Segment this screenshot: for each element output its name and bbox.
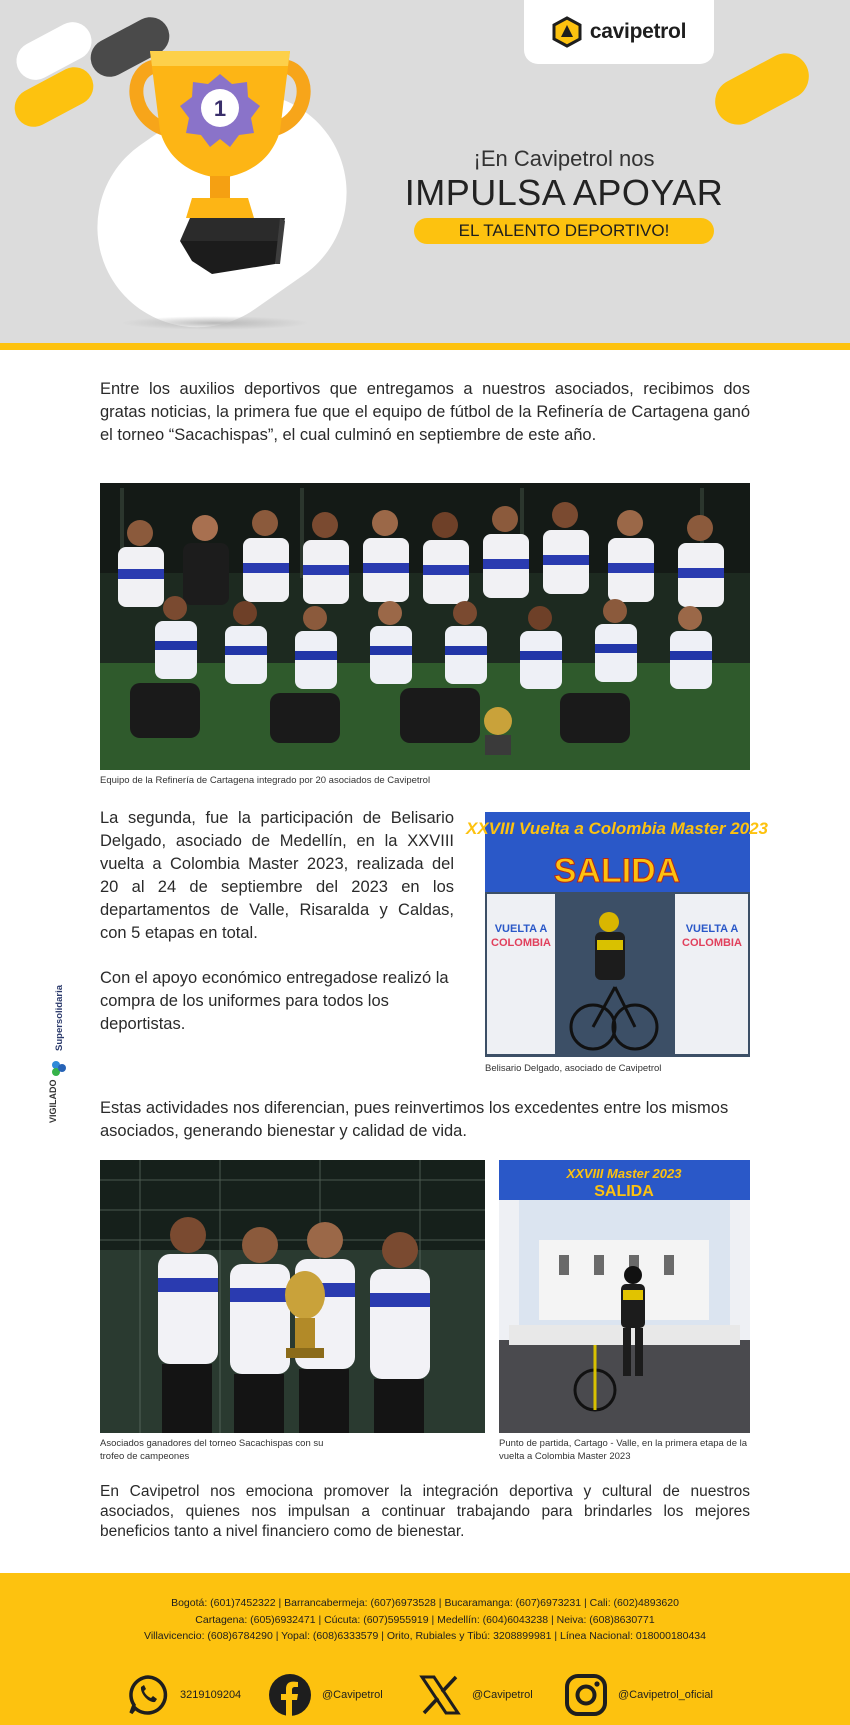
differ-paragraph: Estas actividades nos diferencian, pues reinvertimos los excedentes entre los mismos asociados, generando bienestar y calidad de vida. (100, 1099, 729, 1140)
trophy-number: 1 (213, 96, 227, 121)
x-handle: @Cavipetrol (472, 1689, 533, 1701)
vigilado-label: VIGILADO (48, 1079, 58, 1123)
start-photo-caption: Punto de partida, Cartago - Valle, en la primera etapa de la vuelta a Colombia Master 2023 (499, 1438, 748, 1462)
svg-text:COLOMBIA: COLOMBIA (491, 937, 551, 949)
svg-text:VUELTA A: VUELTA A (494, 923, 548, 935)
supersolidaria-label: Supersolidaria (54, 985, 65, 1051)
svg-text:XXVIII Master 2023: XXVIII Master 2023 (566, 1166, 682, 1181)
decor-pill-yellow-right (707, 45, 817, 133)
trophy-icon (120, 36, 320, 276)
x-icon (418, 1673, 462, 1717)
instagram-link[interactable] (564, 1673, 713, 1717)
whatsapp-number: 3219109204 (180, 1689, 242, 1701)
hero-badge: EL TALENTO DEPORTIVO! (414, 218, 714, 244)
footer-contacts-line1: Bogotá: (601)7452322 | Barrancabermeja: (607)6973528 | Bucaramanga: (607)6973231 | Cali: (602)4893620 (171, 1597, 679, 1609)
instagram-handle: @Cavipetrol_oficial (618, 1689, 713, 1701)
hero-banner (0, 0, 850, 343)
facebook-handle: @Cavipetrol (322, 1689, 383, 1701)
start-photo (499, 1160, 750, 1433)
svg-text:VUELTA A: VUELTA A (685, 923, 739, 935)
banner-top-text: XXVIII Vuelta a Colombia Master 2023 (465, 819, 769, 838)
support-paragraph: Con el apoyo económico entregadose realizó la compra de los uniformes para todos los deportistas. (100, 969, 449, 1033)
svg-text:COLOMBIA: COLOMBIA (682, 937, 742, 949)
logo-mark-icon (552, 17, 582, 47)
cyclist-photo-caption: Belisario Delgado, asociado de Cavipetrol (485, 1063, 662, 1074)
footer (0, 1573, 850, 1725)
trophy-shadow (120, 316, 310, 330)
second-paragraph: La segunda, fue la participación de Belisario Delgado, asociado de Medellín, en la XXVIII vuelta a Colombia Master 2023, realizada del 20 al 24 de septiembre del 2023 en los departamentos de Valle, Risaralda y Caldas, con 5 etapas en total. (100, 809, 454, 942)
whatsapp-link[interactable] (126, 1673, 241, 1717)
hero-divider (0, 343, 850, 350)
facebook-icon (268, 1673, 312, 1717)
footer-contacts-line2: Cartagena: (605)6932471 | Cúcuta: (607)5955919 | Medellín: (604)6043238 | Neiva: (608)8630771 (195, 1613, 655, 1626)
svg-text:SALIDA: SALIDA (594, 1183, 654, 1200)
cyclist-photo (465, 812, 769, 1057)
closing-paragraph: En Cavipetrol nos emociona promover la integración deportiva y cultural de nuestros asociados, quienes nos impulsan a continuar trabajando para brindarles los mejores beneficios tanto a nivel financiero como de bienestar. (100, 1483, 750, 1540)
logo-text: cavipetrol (589, 20, 687, 43)
winners-photo (100, 1160, 485, 1433)
cavipetrol-logo[interactable] (524, 0, 714, 64)
x-link[interactable] (418, 1673, 533, 1717)
footer-contacts (0, 1595, 850, 1645)
facebook-link[interactable] (268, 1673, 383, 1717)
whatsapp-icon (126, 1673, 170, 1717)
intro-paragraph: Entre los auxilios deportivos que entregamos a nuestros asociados, recibimos dos gratas noticias, la primera fue que el equipo de fútbol de la Refinería de Cartagena ganó el torneo “Sacachispas”, el cual culminó en septiembre de este año. (100, 380, 750, 444)
hero-headline (404, 146, 724, 244)
instagram-icon (564, 1673, 608, 1717)
footer-contacts-line3: Villavicencio: (608)6784290 | Yopal: (608)6333579 | Orito, Rubiales y Tibú: 3208899981 | Línea Nacional: 018000180434 (144, 1630, 706, 1642)
winners-photo-caption: Asociados ganadores del torneo Sacachispas con su trofeo de campeones (100, 1438, 324, 1462)
banner-salida-text: SALIDA (553, 852, 681, 890)
hero-title: IMPULSA APOYAR (404, 172, 724, 213)
team-photo (100, 483, 750, 770)
vigilado-supersolidaria (44, 985, 68, 1125)
hero-line1: ¡En Cavipetrol nos (473, 146, 655, 171)
team-photo-caption: Equipo de la Refinería de Cartagena integrado por 20 asociados de Cavipetrol (100, 775, 431, 786)
